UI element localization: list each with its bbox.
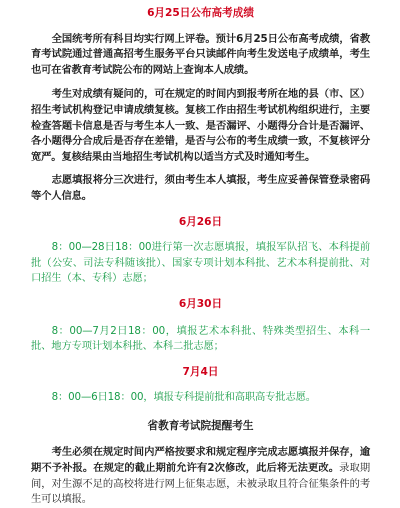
- section-date-heading: 7月4日: [182, 365, 219, 378]
- reminder-text-bold: 考生必须在规定时间内严格按要求和规定程序完成志愿填报并保存，逾期不予补报。在规定的截止期前允许有2次修改，此后将无法更改。: [31, 446, 370, 475]
- reminder-heading: 省教育考试院提醒考生: [147, 419, 254, 432]
- paragraph-scores: 全国统考所有科目均实行网上评卷。预计6月25日公布高考成绩，省教育考试院通过普通高招考生服务平台只读邮件向考生发送电子成绩单，考生也可在省教育考试院公布的网站上查询本人成绩。: [31, 32, 370, 76]
- section-schedule-text: 8：00—28日18：00进行第一次志愿填报，填报军队招飞、本科提前批（公安、司法专科随该批）、国家专项计划本科批、艺术本科提前批、对口招生（本、专科）志愿；: [31, 241, 370, 285]
- section-schedule-text: 8：00—7月2日18：00，填报艺术本科批、特殊类型招生、本科一批、地方专项计划本科批、本科二批志愿；: [31, 324, 370, 353]
- paragraph-filing: 志愿填报将分三次进行，须由考生本人填报，考生应妥善保管登录密码等个人信息。: [31, 174, 370, 202]
- section-date-heading: 6月30日: [178, 297, 223, 310]
- section-schedule-text: 8：00—6日18：00，填报专科提前批和高职高专批志愿。: [51, 391, 316, 404]
- reminder-text: [31, 445, 370, 507]
- reminder-text-normal: 录取期间，对生源不足的高校将进行网上征集志愿，未被录取且符合征集条件的考生可以填报。: [31, 462, 370, 506]
- section-date-heading: 6月26日: [178, 215, 223, 228]
- paragraph-review: 考生对成绩有疑问的，可在规定的时间内到报考所在地的县（市、区）招生考试机构登记申请成绩复核。复核工作由招生考试机构组织进行，主要检查答题卡信息是否与考生本人一致、是否漏评、小题得分合计是否漏评、各小题得分合成后是否存在差错，是否与公布的考生成绩一致，不复核评分宽严。复核结果由当地招生考试机构以适当方式及时通知考生。: [31, 88, 370, 163]
- page-title: 6月25日公布高考成绩: [147, 7, 254, 19]
